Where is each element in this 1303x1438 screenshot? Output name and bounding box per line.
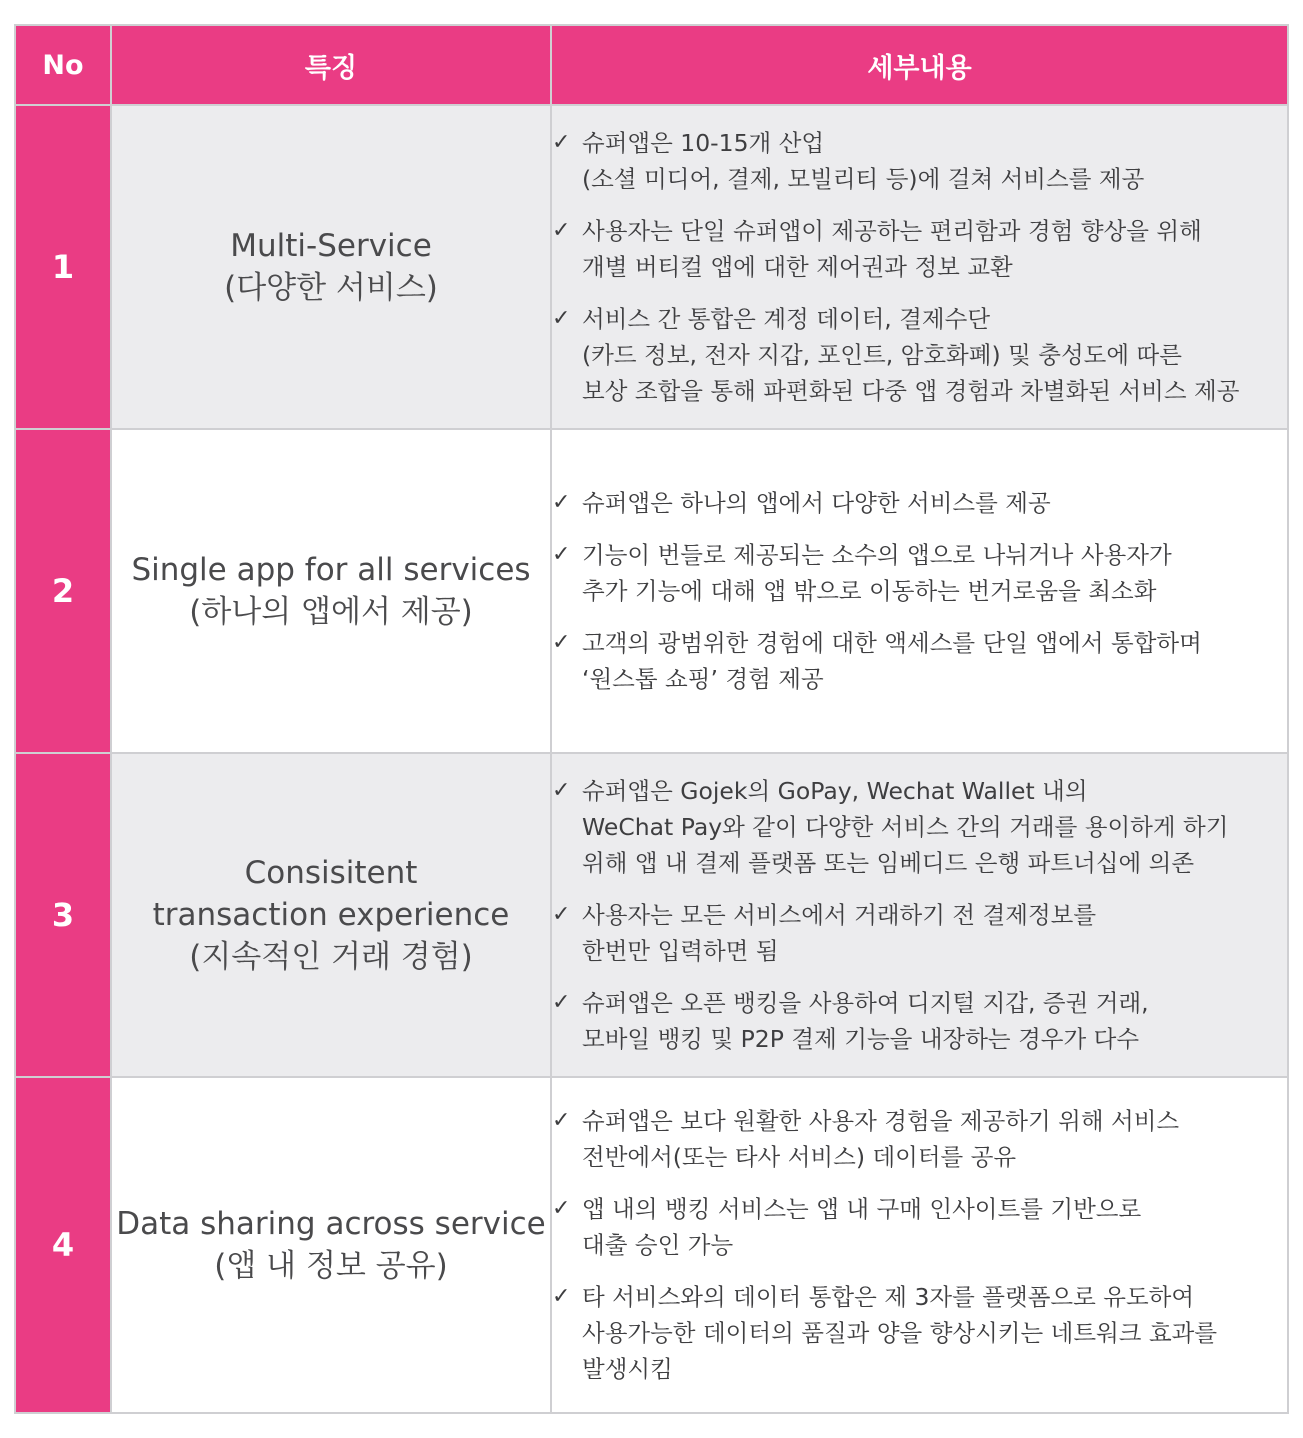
feature-cell: [111, 105, 551, 429]
detail-item: [552, 1279, 1287, 1387]
feature-name-ko: (지속적인 거래 경험): [189, 939, 473, 975]
detail-text: 고객의 광범위한 경험에 대한 액세스를 단일 앱에서 통합하며 ‘원스톱 쇼핑’ 경험 제공: [582, 629, 1202, 693]
feature-name-ko: (다양한 서비스): [224, 270, 438, 306]
detail-text: 앱 내의 뱅킹 서비스는 앱 내 구매 인사이트를 기반으로 대출 승인 가능: [582, 1195, 1142, 1259]
row-number: 1: [15, 105, 111, 429]
feature-name-ko: (하나의 앱에서 제공): [189, 594, 473, 630]
detail-text: 슈퍼앱은 Gojek의 GoPay, Wechat Wallet 내의 WeChat Pay와 같이 다양한 서비스 간의 거래를 용이하게 하기 위해 앱 내 결제 플랫폼 또는 임베디드 은행 파트너십에 의존: [582, 777, 1229, 877]
detail-cell: [551, 753, 1288, 1077]
detail-item: [552, 897, 1287, 969]
check-icon: ✓: [552, 902, 571, 927]
check-icon: ✓: [552, 130, 571, 155]
check-icon: ✓: [552, 1108, 571, 1133]
row-number: 4: [15, 1077, 111, 1413]
feature-name-en: Multi-Service: [230, 228, 432, 264]
feature-cell: [111, 1077, 551, 1413]
detail-item: [552, 773, 1287, 881]
table-header-row: [15, 25, 1288, 105]
check-icon: ✓: [552, 490, 571, 515]
feature-name-en: Data sharing across service: [116, 1206, 546, 1242]
feature-name-ko: (앱 내 정보 공유): [214, 1248, 448, 1284]
detail-text: 슈퍼앱은 10-15개 산업 (소셜 미디어, 결제, 모빌리티 등)에 걸쳐 서비스를 제공: [582, 129, 1145, 193]
detail-cell: [551, 105, 1288, 429]
detail-item: [552, 301, 1287, 409]
header-detail: 세부내용: [551, 25, 1288, 105]
check-icon: ✓: [552, 218, 571, 243]
header-feature: 특징: [111, 25, 551, 105]
table-row: [15, 105, 1288, 429]
header-no: No: [15, 25, 111, 105]
detail-item: [552, 125, 1287, 197]
detail-item: [552, 1191, 1287, 1263]
check-icon: ✓: [552, 1284, 571, 1309]
detail-text: 서비스 간 통합은 계정 데이터, 결제수단 (카드 정보, 전자 지갑, 포인트, 암호화폐) 및 충성도에 따른 보상 조합을 통해 파편화된 다중 앱 경험과 차별화된 서비스 제공: [582, 305, 1240, 405]
feature-cell: [111, 429, 551, 753]
detail-item: [552, 1103, 1287, 1175]
row-number: 2: [15, 429, 111, 753]
detail-cell: [551, 1077, 1288, 1413]
table-row: [15, 753, 1288, 1077]
table-row: [15, 429, 1288, 753]
detail-item: [552, 625, 1287, 697]
check-icon: ✓: [552, 306, 571, 331]
detail-text: 사용자는 단일 슈퍼앱이 제공하는 편리함과 경험 향상을 위해 개별 버티컬 앱에 대한 제어권과 정보 교환: [582, 217, 1202, 281]
detail-cell: [551, 429, 1288, 753]
check-icon: ✓: [552, 990, 571, 1015]
table-row: [15, 1077, 1288, 1413]
feature-name-en: Consisitent transaction experience: [152, 855, 510, 933]
check-icon: ✓: [552, 1196, 571, 1221]
feature-table: [14, 24, 1289, 1414]
check-icon: ✓: [552, 630, 571, 655]
check-icon: ✓: [552, 778, 571, 803]
check-icon: ✓: [552, 542, 571, 567]
detail-text: 슈퍼앱은 하나의 앱에서 다양한 서비스를 제공: [582, 489, 1051, 517]
feature-name-en: Single app for all services: [131, 552, 531, 588]
detail-text: 타 서비스와의 데이터 통합은 제 3자를 플랫폼으로 유도하여 사용가능한 데이터의 품질과 양을 향상시키는 네트워크 효과를 발생시킴: [582, 1283, 1218, 1383]
detail-text: 기능이 번들로 제공되는 소수의 앱으로 나뉘거나 사용자가 추가 기능에 대해 앱 밖으로 이동하는 번거로움을 최소화: [582, 541, 1172, 605]
detail-text: 슈퍼앱은 오픈 뱅킹을 사용하여 디지털 지갑, 증권 거래, 모바일 뱅킹 및 P2P 결제 기능을 내장하는 경우가 다수: [582, 989, 1149, 1053]
row-number: 3: [15, 753, 111, 1077]
detail-item: [552, 485, 1287, 521]
detail-item: [552, 213, 1287, 285]
feature-cell: [111, 753, 551, 1077]
detail-text: 슈퍼앱은 보다 원활한 사용자 경험을 제공하기 위해 서비스 전반에서(또는 타사 서비스) 데이터를 공유: [582, 1107, 1180, 1171]
detail-text: 사용자는 모든 서비스에서 거래하기 전 결제정보를 한번만 입력하면 됨: [582, 901, 1097, 965]
detail-item: [552, 985, 1287, 1057]
detail-item: [552, 537, 1287, 609]
